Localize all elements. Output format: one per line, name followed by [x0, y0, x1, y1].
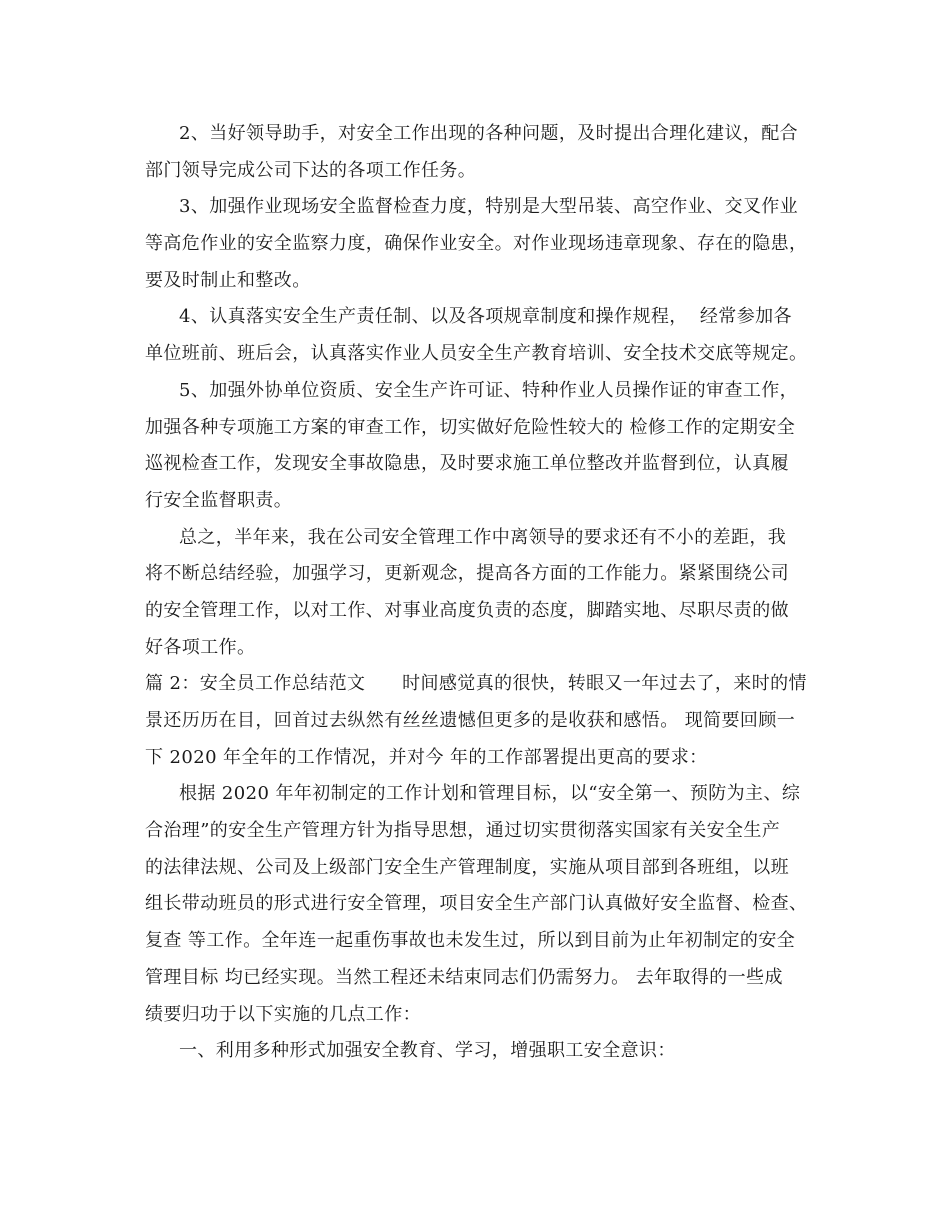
text-line: 下 2020 年全年的工作情况，并对今 年的工作部署提出更高的要求：	[145, 746, 708, 768]
text-line: 2、当好领导助手，对安全工作出现的各种问题，及时提出合理化建议，配合	[179, 123, 799, 144]
text-line: 管理目标 均已经实现。当然工程还未结束同志们仍需努力。 去年取得的一些成	[145, 966, 783, 988]
text-line: 总之，半年来，我在公司安全管理工作中离领导的要求还有不小的差距，我	[179, 526, 787, 548]
text-line: 4、认真落实安全生产责任制、以及各项规章制度和操作规程， 经常参加各	[179, 306, 792, 328]
section-heading-line: 篇 2：安全员工作总结范文 时间感觉真的很快，转眼又一年过去了，来时的情	[145, 673, 807, 695]
text-line: 巡视检查工作，发现安全事故隐患，及时要求施工单位整改并监督到位，认真履	[145, 453, 789, 475]
text-line: 3、加强作业现场安全监督检查力度，特别是大型吊装、高空作业、交叉作业	[179, 196, 799, 218]
text-line: 组长带动班员的形式进行安全管理，项目安全生产部门认真做好安全监督、检查、	[145, 893, 808, 915]
text-line: 的法律法规、公司及上级部门安全生产管理制度，实施从项目部到各班组，以班	[145, 856, 789, 878]
text-line: 的安全管理工作，以对工作、对事业高度负责的态度，脚踏实地、尽职尽责的做	[145, 599, 789, 621]
text-line: 行安全监督职责。	[145, 489, 293, 511]
text-line: 景还历历在目，回首过去纵然有丝丝遗憾但更多的是收获和感悟。 现简要回顾一	[145, 710, 796, 731]
text-line: 等高危作业的安全监察力度，确保作业安全。对作业现场违章现象、存在的隐患，	[145, 233, 808, 255]
text-line: 复查 等工作。全年连一起重伤事故也未发生过，所以到目前为止年初制定的安全	[145, 930, 796, 952]
text-line: 一、利用多种形式加强安全教育、学习，增强职工安全意识：	[179, 1040, 676, 1062]
document-page	[145, 116, 810, 1070]
text-line: 合治理”的安全生产管理方针为指导思想，通过切实贯彻落实国家有关安全生产	[145, 820, 781, 842]
text-line: 绩要归功于以下实施的几点工作：	[145, 1003, 421, 1025]
text-line: 部门领导完成公司下达的各项工作任务。	[145, 159, 477, 181]
text-line: 加强各种专项施工方案的审查工作，切实做好危险性较大的 检修工作的定期安全	[145, 416, 796, 438]
text-line: 要及时制止和整改。	[145, 269, 311, 291]
text-line: 将不断总结经验，加强学习，更新观念，提高各方面的工作能力。紧紧围绕公司	[145, 563, 789, 585]
text-line: 5、加强外协单位资质、安全生产许可证、特种作业人员操作证的审查工作，	[179, 379, 799, 401]
text-line: 好各项工作。	[145, 636, 256, 658]
text-line: 根据 2020 年年初制定的工作计划和管理目标，以“安全第一、预防为主、综	[179, 783, 801, 805]
text-line: 单位班前、班后会，认真落实作业人员安全生产教育培训、安全技术交底等规定。	[145, 343, 808, 365]
